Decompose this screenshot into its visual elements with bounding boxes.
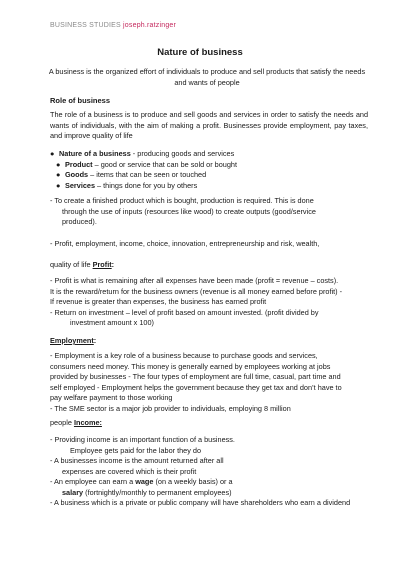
- production-line: - To create a finished product which is bought, production is required. This is done: [50, 196, 314, 205]
- income-heading-line: [50, 418, 368, 429]
- page-title: Nature of business: [157, 47, 243, 58]
- header-author: joseph.ratzinger: [123, 22, 177, 29]
- bullet-text: – good or service that can be sold or bought: [92, 159, 237, 169]
- bullet-text: – things done for you by others: [95, 180, 198, 190]
- income-heading: Income:: [73, 418, 102, 427]
- production-line: produced).: [62, 217, 97, 226]
- income-line: - A businesses income is the amount returned after all: [50, 456, 224, 465]
- bullet-term: Goods: [65, 170, 89, 179]
- role-bullets: [50, 149, 368, 191]
- profit-section: [50, 276, 368, 329]
- bullet-item: ● Nature of a business - producing goods and services: [50, 149, 235, 158]
- employment-line: - The SME sector is a major job provider to individuals, employing 8 million: [50, 403, 291, 413]
- salary-term: salary: [62, 487, 84, 497]
- profit-line: If revenue is greater than expenses, the business has earned profit: [50, 297, 267, 306]
- income-line: - Providing income is an important function of a business.: [50, 435, 235, 444]
- profit-heading: Profit: [92, 260, 112, 269]
- profit-line: investment amount x 100): [70, 318, 154, 327]
- employment-heading: Employment: [50, 336, 94, 345]
- employment-line: self employed - Employment helps the government because they get tax and don’t have to: [50, 382, 342, 392]
- profit-colon: :: [111, 260, 115, 269]
- bullet-item: ● Product – good or service that can be sold or bought: [56, 159, 237, 169]
- employment-colon: :: [93, 336, 97, 345]
- intro-paragraph: A business is the organized effort of individuals to produce and sell products that satisfy the needs and wants of people: [48, 67, 366, 87]
- role-heading: Role of business: [50, 96, 111, 105]
- bullet-text: – items that can be seen or touched: [88, 170, 207, 179]
- employment-line: provided by businesses - The four types of employment are full time, casual, part time and: [50, 372, 341, 381]
- production-line: through the use of inputs (resources like wood) to create outputs (good/service: [62, 206, 316, 216]
- role-paragraph: The role of a business is to produce and sell goods and services in order to satisfy the needs and wants of individuals, with the aim of making a profit. Businesses provide employment, pay taxes, and improve quality of life: [50, 110, 368, 140]
- income-section: [50, 435, 368, 509]
- employment-line: - Employment is a key role of a business because to purchase goods and services,: [50, 351, 318, 360]
- bullet-item: ● Goods – items that can be seen or touched: [56, 170, 207, 179]
- wage-term: wage: [135, 477, 154, 486]
- production-note: [50, 196, 368, 228]
- bullet-term: Nature of a business: [59, 149, 131, 158]
- bullet-term: Product: [65, 159, 93, 169]
- employment-heading-line: [50, 336, 368, 347]
- income-prefix: people: [50, 418, 74, 427]
- employment-section: [50, 351, 368, 414]
- profit-line: It is the reward/return for the business owners (revenue is all money earned before profit) -: [50, 286, 343, 296]
- profit-prefix: quality of life: [50, 260, 93, 269]
- employment-line: pay welfare payment to those working: [50, 393, 173, 402]
- profit-heading-line: [50, 260, 368, 271]
- employment-line: consumers need money. This money is generally earned by employees working at jobs: [50, 361, 331, 371]
- income-line: expenses are covered which is their profit: [62, 466, 197, 476]
- bullet-text: - producing goods and services: [130, 149, 235, 158]
- bullet-term: Services: [65, 180, 96, 190]
- header-brand: [50, 22, 176, 29]
- income-line: salary (fortnightly/monthly to permanent employees): [62, 487, 232, 497]
- profit-line: - Return on investment – level of profit based on amount invested. (profit divided by: [50, 307, 319, 317]
- roles-list-line: - Profit, employment, income, choice, innovation, entrepreneurship and risk, wealth,: [50, 239, 320, 248]
- header-subject: BUSINESS STUDIES: [50, 22, 121, 29]
- profit-line: - Profit is what is remaining after all expenses have been made (profit = revenue – costs).: [50, 276, 339, 285]
- income-line: - A business which is a private or public company will have shareholders who earn a dividend: [50, 498, 351, 507]
- income-line: - An employee can earn a wage (on a weekly basis) or a: [50, 477, 233, 486]
- bullet-item: ● Services – things done for you by others: [56, 180, 198, 190]
- income-line: Employee gets paid for the labor they do: [70, 445, 202, 455]
